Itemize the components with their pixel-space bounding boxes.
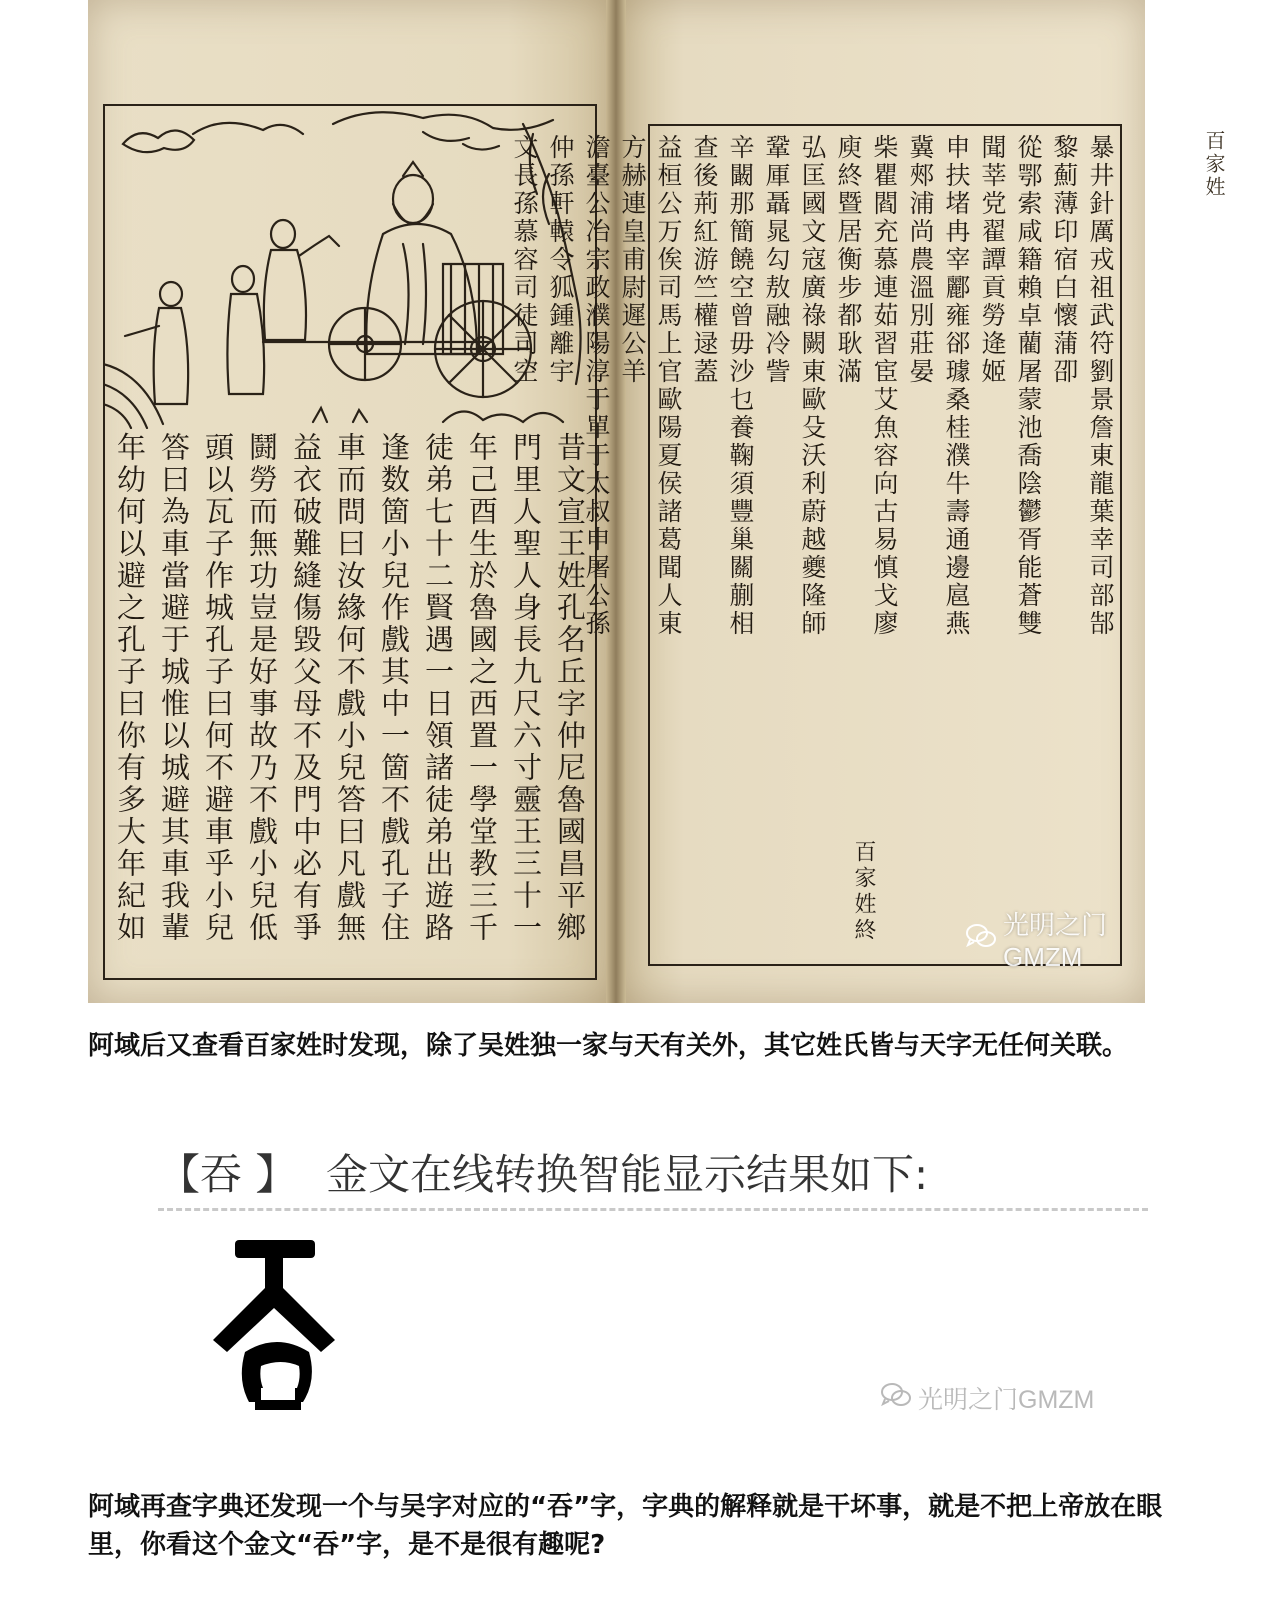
end-mark-text: 百家姓終 xyxy=(851,840,876,944)
left-column: 逢数箇小兒作戲其中一箇不戲孔子住 xyxy=(377,432,411,944)
right-column: 辛闞那簡饒空曾毋沙乜養鞠須豐巢關蒯相查後荊紅游竺權逯蓋 xyxy=(690,134,755,638)
right-column: 文長孫慕容司徒司空 xyxy=(510,134,539,386)
converter-title xyxy=(158,1142,1148,1202)
side-label-text: 百家姓 xyxy=(1202,130,1226,199)
right-column: 澹臺公冶宗政濮陽淳于單于太叔申屠公孫仲孫軒轅令狐鍾離宇 xyxy=(546,134,611,638)
book-photo xyxy=(88,0,1226,1003)
left-column: 年幼何以避之孔子曰你有多大年紀如 xyxy=(113,432,147,944)
watermark-text: 光明之门GMZM xyxy=(1003,910,1108,972)
wechat-icon xyxy=(880,1382,912,1415)
left-column: 頭以瓦子作城孔子曰何不避車乎小兒 xyxy=(201,432,235,944)
side-label xyxy=(1200,130,1229,199)
left-column: 門里人聖人身長九尺六寸靈王三十一 xyxy=(509,432,543,944)
paragraph-1: 阿域后又查看百家姓时发现，除了吴姓独一家与天有关外，其它姓氏皆与天字无任何关联。 xyxy=(88,1031,1129,1061)
left-column: 答曰為車當避于城惟以城避其車我輩 xyxy=(157,432,191,944)
left-column: 車而問曰汝緣何不戲小兒答曰凡戲無 xyxy=(333,432,367,944)
right-column: 從鄂索咸籍賴卓藺屠蒙池喬陰鬱胥能蒼雙聞莘党翟譚貢勞逄姬 xyxy=(978,134,1043,638)
left-column: 徒弟七十二賢遇一日領諸徒弟出遊路 xyxy=(421,432,455,944)
dashed-divider xyxy=(158,1208,1148,1211)
end-mark xyxy=(848,840,879,944)
right-column: 暴井針厲戎祖武符劉景詹東龍葉幸司部郜黎薊薄印宿白懷蒲卲 xyxy=(1050,134,1115,638)
right-column: 弘匡國文寇廣祿闕東歐殳沃利蔚越夔隆師鞏厙聶晁勾敖融冷訾 xyxy=(762,134,827,638)
left-column: 昔文宣王姓孔名丘字仲尼魯國昌平鄉 xyxy=(553,432,587,944)
right-column: 柴瞿閻充慕連茹習宦艾魚容向古易慎戈廖庾終暨居衡步都耿滿 xyxy=(834,134,899,638)
right-page-text xyxy=(510,134,1118,654)
left-column: 年己酉生於魯國之西置一學堂教三千 xyxy=(465,432,499,944)
watermark-text: 光明之门GMZM xyxy=(918,1386,1095,1414)
right-column: 申扶堵冉宰酈雍郤璩桑桂濮牛壽通邊扈燕冀郟浦尚農溫別莊晏 xyxy=(906,134,971,638)
left-column: 鬪勞而無功豈是好事故乃不戲小兒低 xyxy=(245,432,279,944)
converter-heading: 金文在线转换智能显示结果如下: xyxy=(326,1150,929,1199)
wechat-icon xyxy=(965,923,997,956)
watermark xyxy=(965,905,1145,973)
converter-query: 【吞 】 xyxy=(158,1150,298,1199)
right-column: 益桓公万俟司馬上官歐陽夏侯諸葛聞人東方赫連皇甫尉遲公羊 xyxy=(618,134,683,638)
left-column: 益衣破難縫傷毀父母不及門中必有爭 xyxy=(289,432,323,944)
jinwen-glyph-image xyxy=(205,1240,355,1420)
watermark xyxy=(880,1380,1094,1416)
paragraph-2: 阿域再查字典还发现一个与吴字对应的“吞”字，字典的解释就是干坏事，就是不把上帝放在眼里，你看这个金文“吞”字，是不是很有趣呢? xyxy=(88,1492,1163,1560)
